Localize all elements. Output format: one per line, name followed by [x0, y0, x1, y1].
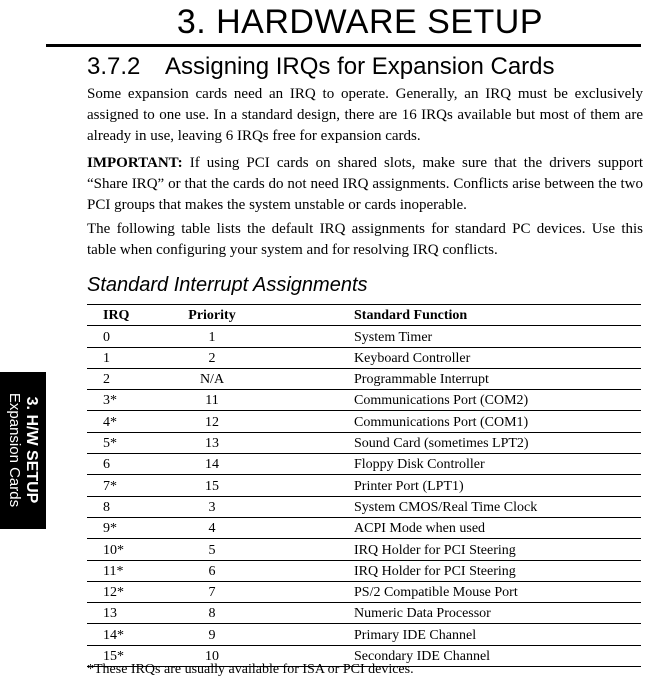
function-cell: IRQ Holder for PCI Steering — [354, 542, 516, 558]
function-cell: Primary IDE Channel — [354, 627, 477, 643]
irq-cell: 7* — [103, 478, 117, 494]
section-heading — [87, 52, 555, 82]
irq-cell: 1 — [103, 350, 110, 366]
table-header-row — [87, 305, 641, 326]
function-cell: Communications Port (COM2) — [354, 393, 529, 409]
function-cell: Printer Port (LPT1) — [354, 478, 464, 494]
table-row — [87, 496, 641, 517]
section-number: 3.7.2 — [87, 53, 141, 80]
header-irq: IRQ — [103, 308, 130, 324]
table-row — [87, 347, 641, 368]
table-row — [87, 326, 641, 347]
table-row — [87, 517, 641, 538]
priority-cell: 14 — [205, 457, 219, 473]
irq-table — [87, 304, 641, 667]
section-title: Assigning IRQs for Expansion Cards — [165, 53, 555, 80]
priority-cell: 9 — [208, 627, 216, 643]
footnote: *These IRQs are usually available for ISA or PCI devices. — [87, 662, 414, 677]
priority-cell: 2 — [208, 350, 216, 366]
priority-cell: 6 — [208, 563, 216, 579]
table-row — [87, 390, 641, 411]
irq-cell: 15* — [103, 649, 124, 665]
irq-cell: 0 — [103, 329, 110, 345]
priority-cell: 7 — [208, 585, 216, 601]
table-row — [87, 475, 641, 496]
important-text: If using PCI cards on shared slots, make sure that the drivers support “Share IRQ” or that the cards do not need IRQ assignments. Conflicts arise between the two PCI groups that makes the system unstable or cards inoperable. — [87, 155, 643, 213]
table-intro-paragraph: The following table lists the default IRQ assignments for standard PC devices. Use this table when configuring your system and for resolving IRQ conflicts. — [87, 221, 643, 258]
function-cell: ACPI Mode when used — [354, 521, 486, 537]
side-tab — [0, 372, 46, 529]
table-row — [87, 539, 641, 560]
header-priority: Priority — [188, 308, 236, 324]
priority-cell: 11 — [205, 393, 219, 409]
irq-cell: 5* — [103, 436, 117, 452]
function-cell: PS/2 Compatible Mouse Port — [354, 585, 518, 601]
side-tab-text — [6, 393, 40, 507]
irq-cell: 4* — [103, 414, 117, 430]
function-cell: Keyboard Controller — [354, 350, 471, 366]
priority-cell: 1 — [208, 329, 216, 345]
priority-cell: 10 — [205, 649, 219, 665]
function-cell: System Timer — [354, 329, 433, 345]
function-cell: System CMOS/Real Time Clock — [354, 499, 538, 515]
priority-cell: N/A — [199, 372, 225, 388]
irq-cell: 14* — [103, 627, 124, 643]
irq-cell: 10* — [103, 542, 124, 558]
table-body — [87, 326, 641, 667]
chapter-header: 3. HARDWARE SETUP — [176, 3, 543, 41]
irq-cell: 8 — [103, 499, 110, 515]
priority-cell: 5 — [208, 542, 216, 558]
function-cell: IRQ Holder for PCI Steering — [354, 563, 516, 579]
irq-cell: 12* — [103, 585, 124, 601]
function-cell: Secondary IDE Channel — [354, 649, 491, 665]
table-row — [87, 560, 641, 581]
intro-paragraph: Some expansion cards need an IRQ to operate. Generally, an IRQ must be exclusively assigned to one use. In a standard design, there are 16 IRQs available but most of them are already in use, leaving 6 IRQs free for expansion cards. — [87, 86, 643, 144]
table-row — [87, 454, 641, 475]
table-row — [87, 368, 641, 389]
table-row — [87, 624, 641, 645]
table-row — [87, 603, 641, 624]
priority-cell: 4 — [208, 521, 216, 537]
priority-cell: 15 — [205, 478, 219, 494]
important-label: IMPORTANT: — [87, 155, 183, 171]
table-row — [87, 581, 641, 602]
side-tab-topic: Expansion Cards — [6, 392, 23, 508]
irq-cell: 9* — [103, 521, 117, 537]
table-title: Standard Interrupt Assignments — [87, 274, 368, 296]
function-cell: Sound Card (sometimes LPT2) — [354, 436, 529, 452]
header-function: Standard Function — [354, 308, 468, 324]
header-rule — [46, 44, 641, 47]
table-row — [87, 432, 641, 453]
function-cell: Floppy Disk Controller — [354, 457, 485, 473]
function-cell: Programmable Interrupt — [354, 372, 489, 388]
priority-cell: 13 — [205, 436, 219, 452]
irq-cell: 11* — [103, 563, 124, 579]
irq-cell: 13 — [103, 606, 117, 622]
table-row — [87, 411, 641, 432]
irq-cell: 6 — [103, 457, 110, 473]
function-cell: Communications Port (COM1) — [354, 414, 529, 430]
side-tab-chapter: 3. H/W SETUP — [23, 396, 40, 504]
irq-cell: 3* — [103, 393, 117, 409]
irq-cell: 2 — [103, 372, 110, 388]
priority-cell: 3 — [208, 499, 216, 515]
function-cell: Numeric Data Processor — [354, 606, 491, 622]
important-paragraph — [87, 153, 643, 216]
priority-cell: 12 — [205, 414, 219, 430]
priority-cell: 8 — [208, 606, 216, 622]
